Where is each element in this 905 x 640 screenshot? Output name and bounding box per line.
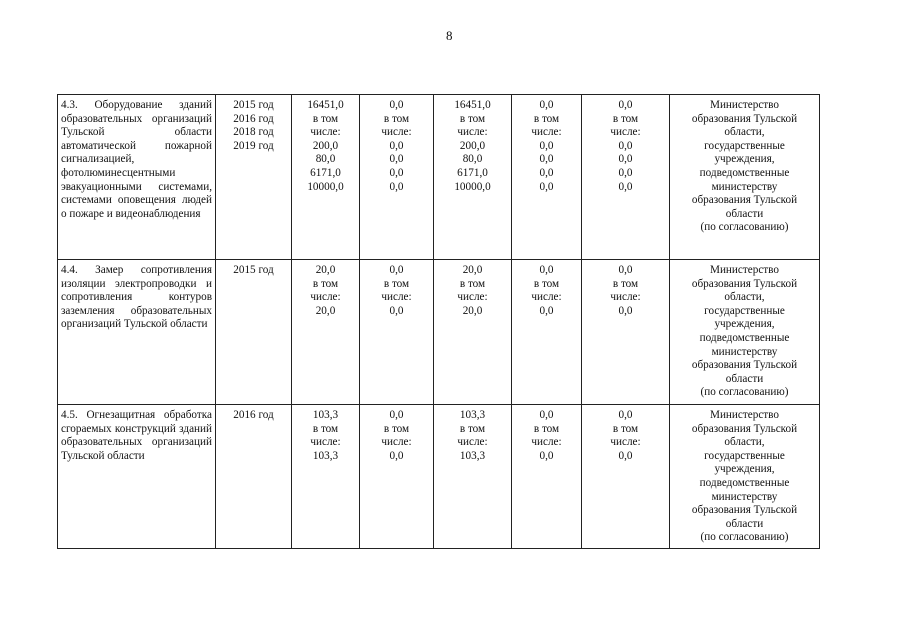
federal-cell: 0,0 в том числе: 0,0 [360,405,434,549]
measure-name-cell: 4.4. Замер сопротивления изоляции электропроводки и сопротивления контуров заземления образовательных организаций Тульской области [58,260,216,405]
extra-cell: 0,0 в том числе: 0,0 [582,405,670,549]
federal-cell: 0,0 в том числе: 0,0 [360,260,434,405]
total-cell: 16451,0 в том числе: 200,0 80,0 6171,0 10000,0 [292,95,360,260]
years-cell: 2015 год 2016 год 2018 год 2019 год [216,95,292,260]
executor-cell: Министерство образования Тульской области, государственные учреждения, подведомственные министерству образования Тульской области (по согласованию) [670,260,820,405]
table-row [58,95,820,260]
years-cell: 2016 год [216,405,292,549]
measure-name-cell: 4.5. Огнезащитная обработка сгораемых конструкций зданий образовательных организаций Тульской области [58,405,216,549]
years-cell: 2015 год [216,260,292,405]
local-cell: 0,0 в том числе: 0,0 0,0 0,0 0,0 [512,95,582,260]
regional-cell: 103,3 в том числе: 103,3 [434,405,512,549]
executor-cell: Министерство образования Тульской области, государственные учреждения, подведомственные министерству образования Тульской области (по согласованию) [670,95,820,260]
local-cell: 0,0 в том числе: 0,0 [512,260,582,405]
page-number: 8 [446,28,453,43]
extra-cell: 0,0 в том числе: 0,0 0,0 0,0 0,0 [582,95,670,260]
local-cell: 0,0 в том числе: 0,0 [512,405,582,549]
table-row [58,260,820,405]
table-row [58,405,820,549]
regional-cell: 16451,0 в том числе: 200,0 80,0 6171,0 10000,0 [434,95,512,260]
total-cell: 20,0 в том числе: 20,0 [292,260,360,405]
regional-cell: 20,0 в том числе: 20,0 [434,260,512,405]
measure-name-cell: 4.3. Оборудование зданий образовательных организаций Тульской области автоматической пожарной сигнализацией, фотолюминесцентными эвакуационными системами, системами оповещения людей о пожаре и видеонаблюдения [58,95,216,260]
extra-cell: 0,0 в том числе: 0,0 [582,260,670,405]
total-cell: 103,3 в том числе: 103,3 [292,405,360,549]
federal-cell: 0,0 в том числе: 0,0 0,0 0,0 0,0 [360,95,434,260]
executor-cell: Министерство образования Тульской области, государственные учреждения, подведомственные министерству образования Тульской области (по согласованию) [670,405,820,549]
measures-table [57,94,820,549]
